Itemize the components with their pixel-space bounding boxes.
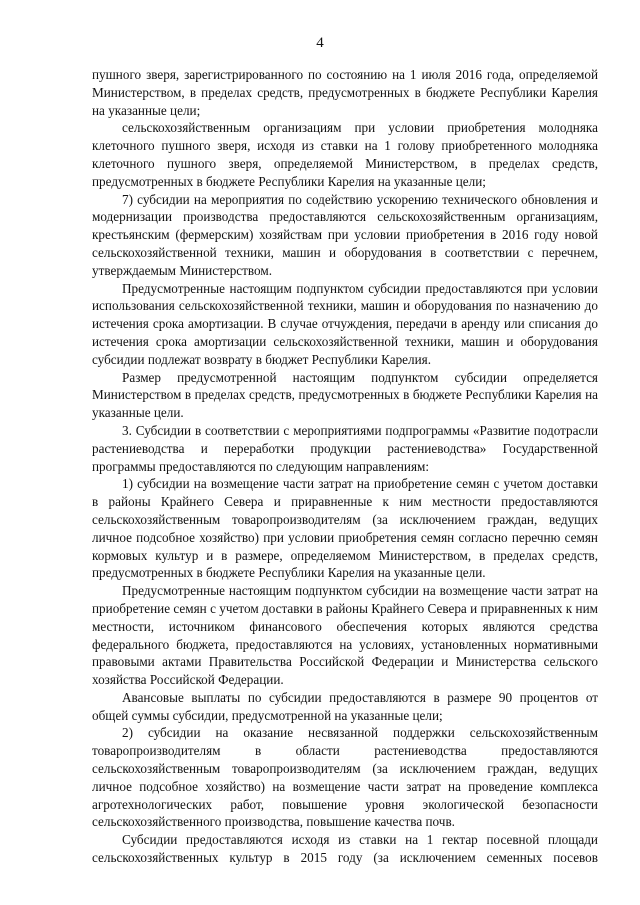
- paragraph-2: сельскохозяйственным организациям при условии приобретения молодняка клеточного пушного зверя, исходя из ставки на 1 голову приобретенного молодняка клеточного пушного зверя, определяемой Министерством, в пределах средств, предусмотренных в бюджете Республики Карелия на указанные цели;: [92, 120, 598, 189]
- paragraph-11: Субсидии предоставляются исходя из ставки на 1 гектар посевной площади сельскохозяйственных культур в 2015 году (за исключением семенных посевов: [92, 832, 598, 866]
- paragraph-6: 3. Субсидии в соответствии с мероприятиями подпрограммы «Развитие подотрасли растениеводства и переработки продукции растениеводства» Государственной программы предоставляются по следующим направлениям:: [92, 422, 598, 474]
- paragraph-9: Авансовые выплаты по субсидии предоставляются в размере 90 процентов от общей суммы субсидии, предусмотренной на указанные цели;: [92, 689, 598, 723]
- paragraph-4: Предусмотренные настоящим подпунктом субсидии предоставляются при условии использования сельскохозяйственной техники, машин и оборудования по назначению до истечения срока амортизации. В случае отчуждения, передачи в аренду или списания до истечения срока амортизации сельскохозяйственной техники, машин и оборудования субсидии подлежат возврату в бюджет Республики Карелия.: [92, 280, 598, 367]
- paragraph-8: Предусмотренные настоящим подпунктом субсидии на возмещение части затрат на приобретение семян с учетом доставки в районы Крайнего Севера и приравненных к ним местности, источником финансового обеспечения которых являются средства федерального бюджета, предоставляются на условиях, установленных нормативными правовыми актами Правительства Российской Федерации и Министерства сельского хозяйства Российской Федерации.: [92, 583, 598, 688]
- paragraph-1: пушного зверя, зарегистрированного по состоянию на 1 июля 2016 года, определяемой Министерством, в пределах средств, предусмотренных в бюджете Республики Карелия на указанные цели;: [92, 67, 598, 118]
- paragraph-5: Размер предусмотренной настоящим подпунктом субсидии определяется Министерством в пределах средств, предусмотренных в бюджете Республики Карелия на указанные цели.: [92, 369, 598, 421]
- paragraph-3: 7) субсидии на мероприятия по содействию ускорению технического обновления и модернизации производства предоставляются сельскохозяйственным организациям, крестьянским (фермерским) хозяйствам при условии приобретения в 2016 году новой сельскохозяйственной техники, машин и оборудования в соответствии с перечнем, утверждаемым Министерством.: [92, 191, 598, 278]
- page-number: 4: [316, 35, 324, 51]
- paragraph-10: 2) субсидии на оказание несвязанной поддержки сельскохозяйственным товаропроизводителям в области растениеводства предоставляются сельскохозяйственным товаропроизводителям (за исключением граждан, ведущих личное подсобное хозяйство) на возмещение части затрат на проведение комплекса агротехнологических работ, повышение уровня экологической безопасности сельскохозяйственного производства, повышение качества почв.: [92, 725, 598, 830]
- paragraph-7: 1) субсидии на возмещение части затрат на приобретение семян с учетом доставки в районы Крайнего Севера и приравненные к ним местности предоставляются сельскохозяйственным товаропроизводителям (за исключением граждан, ведущих личное подсобное хозяйство) при условии приобретения семян согласно перечню семян кормовых культур и в размере, определяемом Министерством, в пределах средств, предусмотренных в бюджете Республики Карелия на указанные цели.: [92, 476, 598, 581]
- document-body: [92, 66, 598, 867]
